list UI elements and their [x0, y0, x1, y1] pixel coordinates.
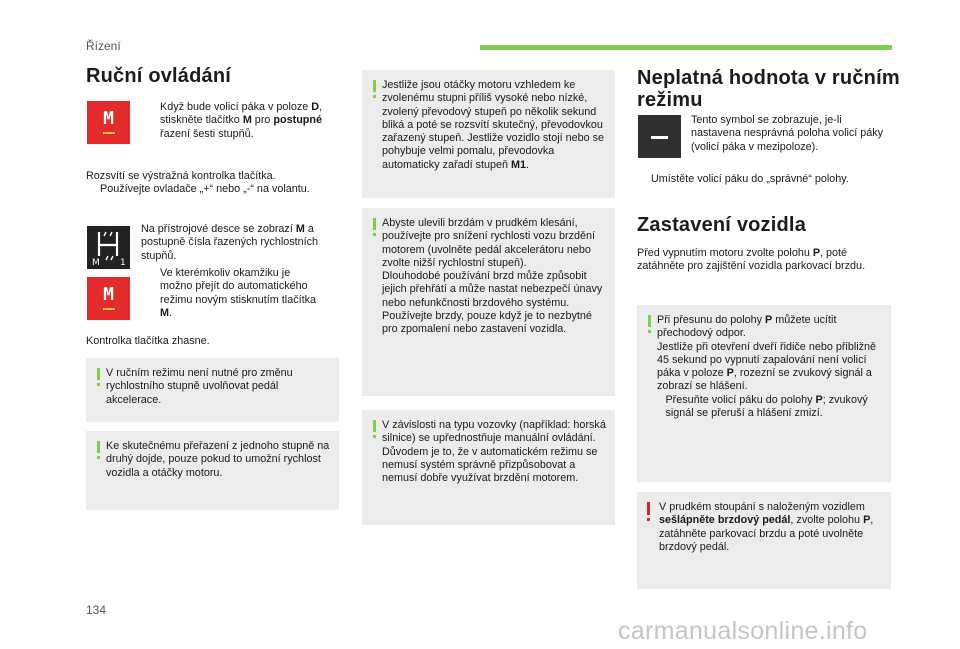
- note-engine-braking: Abyste ulevili brzdám v prudkém klesání, používejte pro snížení rychlosti vozu brzdění motorem (uvolněte pedál akcelerátoru nebo zvolte nižší rychlostní stupeň). Dlouhodobé používání brzd může způsobit jejich přehřátí a může nastat nebezpečí únavy nebo nefunkčnosti brzdového systému. Používejte brzdy, pouze když je to nezbytné pro zpomalení nebo zastavení vozidla.: [362, 208, 615, 396]
- note-road-type: V závislosti na typu vozovky (například: horská silnice) se upřednostňuje manuální ovládání. Důvodem je to, že v automatickém režimu se nemusí systém správně přizpůsobovat a nemusí dobře využívat brzdění motorem.: [362, 410, 615, 525]
- stopping-vehicle-title: Zastavení vozidla: [637, 214, 807, 236]
- stopping-text: Před vypnutím motoru zvolte polohu P, poté zatáhněte pro zajištění vozidla parkovací brzdu.: [637, 247, 866, 273]
- svg-text:M: M: [92, 258, 100, 268]
- invalid-position-text: Tento symbol se zobrazuje, je-li nastavena nesprávná poloha volicí páky (volicí páka v mezipoloze).: [691, 114, 884, 153]
- dashboard-text: Na přístrojové desce se zobrazí M a postupně čísla řazených rychlostních stupňů.: [141, 223, 319, 262]
- instruction-manual-select: Když bude volicí páka v poloze D, stiskněte tlačítko M pro postupné řazení šesti stupňů.: [160, 101, 323, 140]
- section-label: Řízení: [86, 39, 121, 53]
- indicator-off-text: Kontrolka tlačítka zhasne.: [86, 335, 210, 347]
- header-rule: [480, 45, 892, 50]
- note-rpm-gear: Jestliže jsou otáčky motoru vzhledem ke zvolenému stupni příliš vysoké nebo nízké, zvolený převodový stupeň po několik sekund bliká a poté se rozsvítí skutečný, převodovkou zařazený stupeň. Jestliže vozidlo stojí nebo se pohybuje velmi pomalu, převodovka automaticky zařadí stupeň M1.: [362, 70, 615, 198]
- svg-text:1: 1: [120, 258, 126, 268]
- manual-button-icon-2: M: [87, 277, 130, 320]
- instruction-correct-position: Umístěte volicí páku do „správné“ polohy.: [651, 173, 849, 185]
- page-number: 134: [86, 603, 107, 617]
- watermark: carmanualsonline.info: [618, 617, 868, 645]
- manual-button-icon: M: [87, 101, 130, 144]
- invalid-value-title: Neplatná hodnota v ručním režimu: [637, 67, 900, 111]
- dashboard-m1-display: [87, 226, 130, 269]
- note-shift-conditions: Ke skutečnému přeřazení z jednoho stupně na druhý dojde, pouze pokud to umožní rychlost vozidla a otáčky motoru.: [86, 431, 339, 510]
- invalid-position-icon: [638, 115, 681, 158]
- note-no-pedal-release: V ručním režimu není nutné pro změnu rychlostního stupně uvolňovat pedál akcelerace.: [86, 358, 339, 422]
- indicator-text: Rozsvítí se výstražná kontrolka tlačítka.: [86, 170, 276, 182]
- manual-mode-title: Ruční ovládání: [86, 65, 232, 87]
- warning-steep-slope: V prudkém stoupání s naloženým vozidlem sešlápněte brzdový pedál, zvolte polohu P, zatáhněte parkovací brzdu a poté uvolněte brzdový pedál.: [637, 492, 891, 589]
- instruction-auto-return: Ve kterémkoliv okamžiku je možno přejít do automatického režimu novým stisknutím tlačítka M.: [160, 267, 316, 319]
- instruction-paddles: Používejte ovladače „+“ nebo „-“ na volantu.: [100, 183, 310, 195]
- note-park-position: Při přesunu do polohy P můžete ucítit přechodový odpor. Jestliže při otevření dveří řidiče nebo přibližně 45 sekund po vypnutí zapalování není volicí páka v poloze P, rozezní se zvukový signál a zobrazí se hlášení. Přesuňte volicí páku do polohy P; zvukový signál se přeruší a hlášení zmizí.: [637, 305, 891, 482]
